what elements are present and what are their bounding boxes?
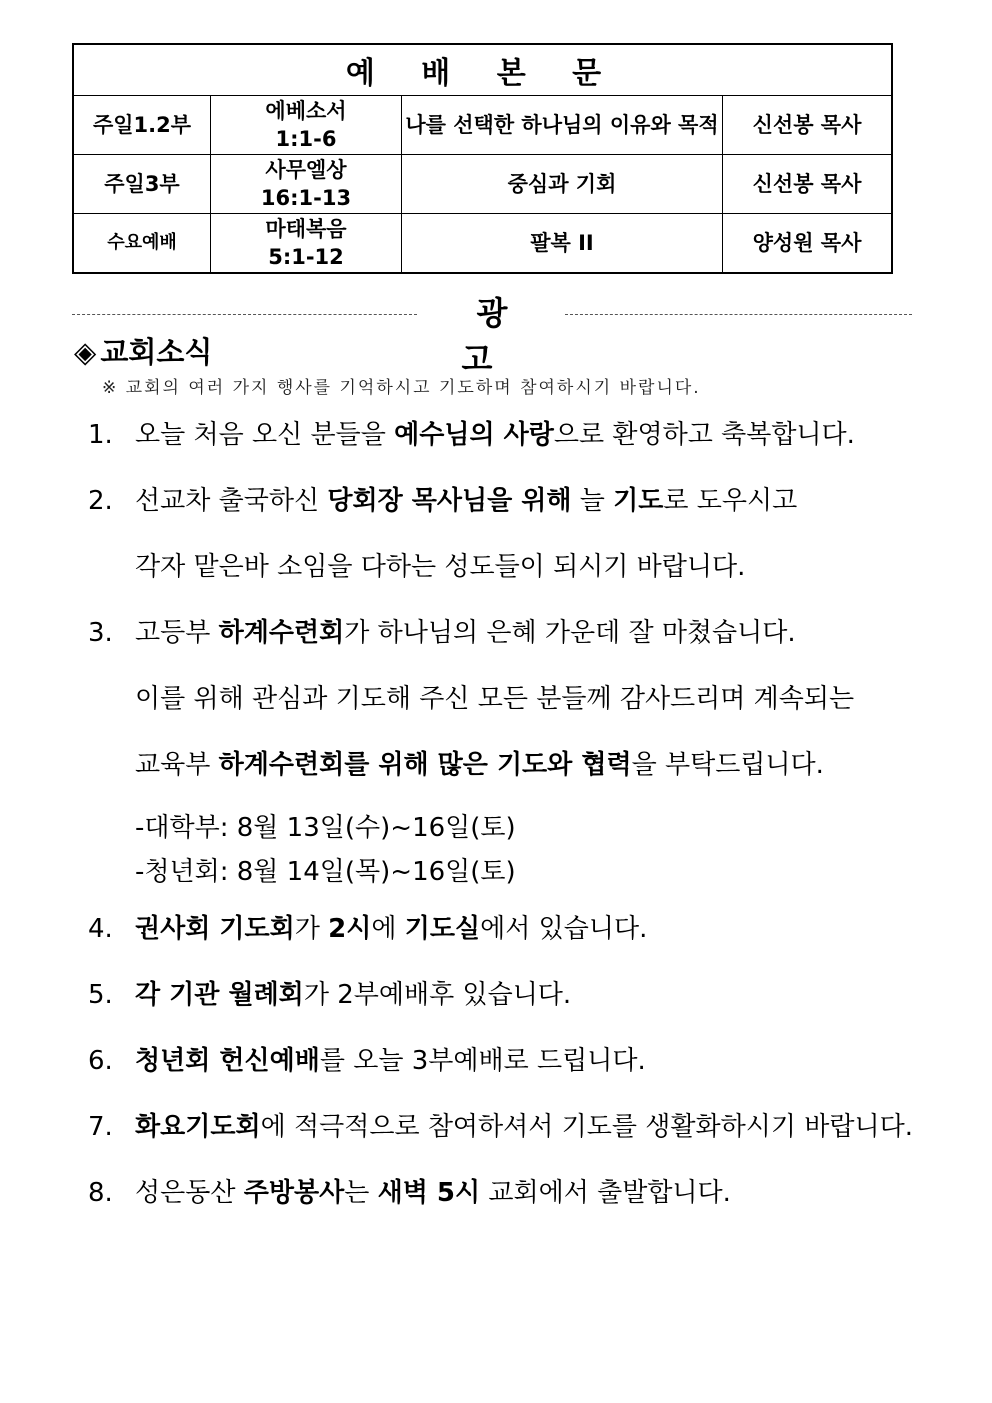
dashed-rule-left xyxy=(72,314,417,315)
announcement-item xyxy=(88,970,968,1036)
item-text: 를 오늘 3부예배로 드립니다. xyxy=(319,1046,646,1076)
item-text: 선교차 출국하신 xyxy=(135,486,328,516)
item-text-line xyxy=(135,542,968,608)
emphasis-text: 주방봉사 xyxy=(243,1178,345,1208)
emphasis-text: 새벽 5시 xyxy=(377,1178,481,1208)
item-text: 가 2부예배후 있습니다. xyxy=(303,980,572,1010)
emphasis-text: 하계수련회 xyxy=(218,618,345,648)
section-title: 교회소식 xyxy=(100,335,213,369)
section-note: ※ 교회의 여러 가지 행사를 기억하시고 기도하며 참여하시기 바랍니다. xyxy=(102,378,701,398)
emphasis-text: 예수님의 사랑 xyxy=(394,420,554,450)
preacher: 양성원 목사 xyxy=(723,214,893,274)
sermon-row xyxy=(73,96,892,155)
schedule-line: -청년회: 8월 14일(목)~16일(토) xyxy=(135,857,516,887)
sermon-row xyxy=(73,155,892,214)
emphasis-text: 화요기도회 xyxy=(135,1112,261,1142)
emphasis-text: 청년회 헌신예배 xyxy=(135,1046,320,1076)
announcement-item xyxy=(88,476,968,608)
item-text-line xyxy=(135,608,968,674)
item-text: 에서 있습니다. xyxy=(480,914,648,944)
item-text: 가 하나님의 은혜 가운데 잘 마쳤습니다. xyxy=(344,618,796,648)
service-name: 주일3부 xyxy=(73,155,211,214)
passage-ref: 5:1-12 xyxy=(268,245,344,269)
sermon-title: 팔복 II xyxy=(402,214,723,274)
item-text: 각자 맡은바 소임을 다하는 성도들이 되시기 바랍니다. xyxy=(135,552,746,582)
passage-book: 사무엘상 xyxy=(265,158,347,182)
emphasis-text: 기도실 xyxy=(404,914,481,944)
item-text: 로 도우시고 xyxy=(663,486,798,516)
item-text-line xyxy=(135,904,968,970)
item-text: 을 부탁드립니다. xyxy=(631,750,824,780)
item-text-line xyxy=(135,740,968,806)
section-heading xyxy=(74,330,212,371)
emphasis-text: 기도 xyxy=(613,486,664,516)
item-text: 가 xyxy=(294,914,329,944)
emphasis-text: 당회장 목사님을 위해 xyxy=(327,486,572,516)
service-name: 주일1.2부 xyxy=(73,96,211,155)
emphasis-text: 각 기관 월례회 xyxy=(135,980,304,1010)
item-text: 에 xyxy=(371,914,405,944)
preacher: 신선봉 목사 xyxy=(723,96,893,155)
passage-book: 마태복음 xyxy=(265,217,347,241)
item-text-line xyxy=(135,476,968,542)
dashed-rule-right xyxy=(565,314,912,315)
item-text: 늘 xyxy=(571,486,614,516)
sermon-table xyxy=(72,43,893,274)
item-text-line xyxy=(135,1168,968,1234)
item-text: 오늘 처음 오신 분들을 xyxy=(135,420,395,450)
item-text: 는 xyxy=(344,1178,378,1208)
passage xyxy=(211,96,402,155)
item-text: 고등부 xyxy=(135,618,219,648)
item-number: 3. xyxy=(88,618,113,648)
emphasis-text: 권사회 기도회 xyxy=(135,914,295,944)
item-text-line xyxy=(135,410,968,476)
passage-ref: 1:1-6 xyxy=(275,127,337,151)
schedule-spacer xyxy=(135,894,968,904)
passage-ref: 16:1-13 xyxy=(260,186,352,210)
item-text-line xyxy=(135,1036,968,1102)
item-number: 2. xyxy=(88,486,113,516)
announcement-item xyxy=(88,1102,968,1168)
item-text-line xyxy=(135,1102,968,1168)
item-text: 에 적극적으로 참여하셔서 기도를 생활화하시기 바랍니다. xyxy=(260,1112,913,1142)
sermon-title: 나를 선택한 하나님의 이유와 목적 xyxy=(402,96,723,155)
item-number: 5. xyxy=(88,980,113,1010)
item-text: 교육부 xyxy=(135,750,219,780)
item-text: 성은동산 xyxy=(135,1178,244,1208)
diamond-bullet-icon: ◈ xyxy=(74,335,97,369)
emphasis-text: 2시 xyxy=(328,914,372,944)
announcement-item xyxy=(88,1036,968,1102)
announcement-item xyxy=(88,410,968,476)
item-number: 8. xyxy=(88,1178,113,1208)
item-text-line xyxy=(135,674,968,740)
emphasis-text: 하계수련회를 위해 많은 기도와 협력 xyxy=(218,750,632,780)
preacher: 신선봉 목사 xyxy=(723,155,893,214)
announcement-item xyxy=(88,608,968,904)
sermon-row xyxy=(73,214,892,274)
announcement-list xyxy=(88,410,968,1234)
announcements-heading: 광 고 xyxy=(461,294,538,378)
item-number: 1. xyxy=(88,420,113,450)
item-number: 6. xyxy=(88,1046,113,1076)
item-number: 7. xyxy=(88,1112,113,1142)
item-text-line xyxy=(135,970,968,1036)
service-name: 수요예배 xyxy=(73,214,211,274)
passage xyxy=(211,214,402,274)
passage xyxy=(211,155,402,214)
item-text: 이를 위해 관심과 기도해 주신 모든 분들께 감사드리며 계속되는 xyxy=(135,684,855,714)
schedule-line: -대학부: 8월 13일(수)~16일(토) xyxy=(135,813,516,843)
announcement-item xyxy=(88,1168,968,1234)
item-number: 4. xyxy=(88,914,113,944)
announcement-item xyxy=(88,904,968,970)
item-text: 으로 환영하고 축복합니다. xyxy=(553,420,855,450)
sermon-title: 중심과 기회 xyxy=(402,155,723,214)
sermon-table-title: 예 배 본 문 xyxy=(73,44,892,96)
passage-book: 에베소서 xyxy=(265,99,347,123)
item-text: 교회에서 출발합니다. xyxy=(480,1178,731,1208)
